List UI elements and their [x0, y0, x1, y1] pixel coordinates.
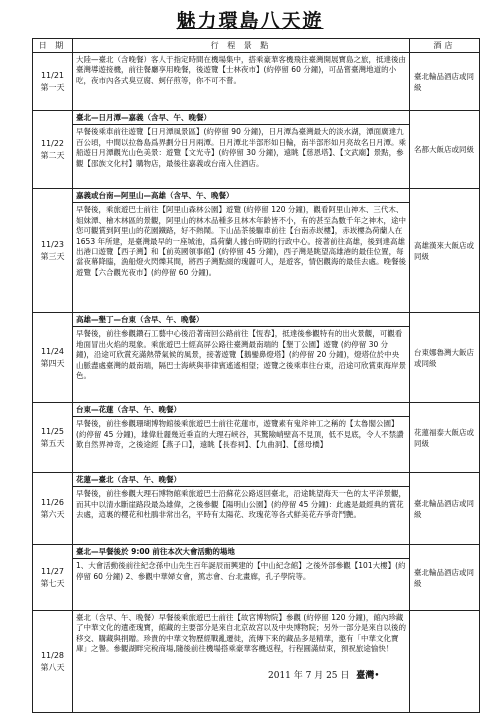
day-date-cell — [33, 403, 73, 473]
day-date-cell — [33, 189, 73, 313]
day-itinerary-cell — [73, 473, 410, 545]
day-hotel: 台東娜魯灣大飯店或同級 — [410, 313, 480, 403]
day-hotel: 花蓮福泰大飯店或同級 — [410, 403, 480, 473]
day-hotel: 高雄漢來大飯店或同級 — [410, 189, 480, 313]
day-route: 台東—花蓮（含早、午、晚餐） — [73, 403, 409, 417]
day-date: 11/28 — [40, 650, 65, 660]
day-hotel: 臺北輪品酒店或同級 — [410, 53, 480, 111]
footer-place: 臺灣 — [356, 671, 375, 681]
day-date-cell — [33, 111, 73, 189]
day-date-cell — [33, 313, 73, 403]
table-row — [33, 545, 480, 611]
day-hotel: 臺北輪品酒店或同級 — [410, 545, 480, 611]
footer: 2011 年 7 月 25 日 臺灣• — [268, 671, 380, 681]
day-itinerary-cell — [73, 189, 410, 313]
day-route: 臺北—日月潭—嘉義（含早、午、晚餐） — [73, 111, 409, 125]
table-row — [33, 403, 480, 473]
day-description: 早餐後，前往參觀珊瑚博物館後乘旅遊巴士前往花蓮市，遊覽素有鬼斧神工之稱的【太魯閣公園】(約停留 45 分鐘)，雄偉壯麗幾近垂直的大理石峽谷，其驚險峭壁高不見頂，低不見底，令人不禁讚歎自然界神奇，之後途經【燕子口】，遠眺【長春祠】、【九曲洞】、【慈母橋】 — [76, 419, 404, 450]
footer-date: 2011 年 7 月 25 日 — [268, 671, 350, 681]
day-itinerary-cell — [73, 611, 410, 713]
day-date: 11/21 — [40, 70, 65, 80]
day-number: 第四天 — [40, 358, 65, 368]
day-date: 11/23 — [40, 239, 65, 249]
day-number: 第二天 — [40, 150, 65, 160]
day-description: 早餐後，前往參觀鑽石工藝中心後沿著南回公路前往【恆春】，抵達後參觀特有的出火景觀，可觀看地面冒出火焰的現象。乘旅遊巴士經高屏公路往臺灣最南端的【墾丁公園】遊覽 (約停留 30 分鐘)，沿途可欣賞充滿熱帶氣候的風景，接著遊覽【鵝鑾鼻燈塔】(約停留 20 分鐘)，燈塔位於中央山脈盡處臺灣的最南端，隔巴士海峽與菲律賓遙遙相望；遊覽之後乘車往台東，沿途可欣賞東海岸景色。 — [76, 329, 406, 381]
day-date: 11/24 — [40, 346, 65, 356]
day-date-cell — [33, 473, 73, 545]
day-date: 11/22 — [40, 138, 65, 148]
table-row — [33, 473, 480, 545]
day-date-cell — [33, 545, 73, 611]
day-number: 第七天 — [40, 578, 65, 588]
table-row — [33, 111, 480, 189]
table-row — [33, 313, 480, 403]
day-itinerary-cell — [73, 53, 410, 111]
day-number: 第五天 — [40, 438, 65, 448]
day-date-cell — [33, 611, 73, 713]
header-date: 日 期 — [33, 39, 73, 53]
day-route: 臺北—早餐後於 9:00 前往本次大會活動的場地 — [73, 545, 409, 559]
day-itinerary-cell — [73, 403, 410, 473]
table-row — [33, 53, 480, 111]
day-itinerary-cell — [73, 313, 410, 403]
table-row — [33, 611, 480, 713]
day-route: 花蓮—臺北（含早、午、晚餐） — [73, 473, 409, 487]
day-date: 11/26 — [40, 497, 65, 507]
day-description: 早餐後，前往參觀大理石博物館乘旅遊巴士沿蘇花公路返回臺北，沿途眺望海天一色的太平洋景觀，而其中以清水斷崖路段最為雄偉，之後參觀【陽明山公園】(約停留 45 分鐘)：此處是最經典的賞花去處，這裏的櫻花和杜鵑非常出名，平時有太陽花、玫瑰花等各式鮮美花卉爭奇鬥艷。 — [76, 489, 406, 520]
day-number: 第六天 — [40, 509, 65, 519]
table-row — [33, 189, 480, 313]
day-route: 高雄—墾丁—台東（含早、午、晚餐） — [73, 313, 409, 327]
page-title: 魅力環島八天遊 — [176, 10, 324, 32]
day-number: 第八天 — [40, 662, 65, 672]
day-description: 臺北（含早、午、晚餐）早餐後乘旅遊巴士前往【故宮博物院】參觀 (約停留 120 分鐘)，館內珍藏了中華文化的遺產瑰寶，館藏的主要部分是來自北京故宮以及中央博物院；另外一部分是來自以後的移交、購藏與捐贈。珍貴的中華文物歷經戰亂遷徙，流傳下來的藏品多是精華，邀有「中華文化寶庫」之譽。參觀湖畔完稅商場,隨後前往機場搭乘豪華客機返程，行程圓滿結束，預祝旅途愉快！ — [76, 613, 406, 654]
day-description: 早餐後，乘旅遊巴士前往【阿里山森林公園】遊覽 (約停留 120 分鐘)，觀看阿里山神木、三代木、姐妹潭、檜木林區的景觀，阿里山的林木品種多且林木年齡皆不小，有的甚至為數千年之神木，途中您可觀賞到阿里山的花園鐵路，好不熱鬧。下山品茶後驅車前往【台南赤崁樓】，赤崁樓為荷蘭人在 1653 年所建，是臺灣最早的一座城池，爲荷蘭人據台時期的行政中心。接著前往高雄，後到達高雄出港口遊覽【西子灣】和【前英國領事館】(約停留 45 分鐘)，西子灣是眺望高雄港的最佳位置，每當夜幕降臨，漁船燈火閃爍其間，將西子灣點綴的瑰麗可人，是遊客，情侶觀海的最佳去處。晚餐後遊覽【六合觀光夜市】(約停留 60 分鐘)。 — [76, 205, 406, 277]
day-description: 早餐後乘車前往遊覽【日月潭風景區】(約停留 90 分鐘)，日月潭為臺灣最大的淡水湖，潭面廣達九百公頃，中間以拉魯島爲界劃分日月兩潭。日月潭北半部形如日輪，南半部形如月亮故名日月潭。乘船遊日月潭觀光山色美景：遊覽【文光寺】(約停留 30 分鐘)，遠眺【慈恩塔】、【文武廟】景點，參觀【邵族文化村】購物店，最後往嘉義或台南入住酒店。 — [76, 127, 406, 168]
day-date: 11/27 — [40, 566, 65, 576]
day-hotel: 名都大飯店或同級 — [410, 111, 480, 189]
itinerary-table — [32, 38, 480, 713]
day-route: 嘉義或台南—阿里山—高雄（含早、午、晚餐） — [73, 189, 409, 203]
header-itinerary: 行 程 景 點 — [73, 39, 410, 53]
day-itinerary-cell — [73, 545, 410, 611]
day-date: 11/25 — [40, 426, 65, 436]
day-hotel: 臺北輪品酒店或同級 — [410, 473, 480, 545]
day-description: 大陸—臺北（含晚餐）客人于指定時間在機場集中，搭乘豪華客機飛往臺灣開展寶島之旅，抵達後由臺灣導遊接機，前往餐廳享用晚餐，後遊覽【士林夜市】(約停留 60 分鐘)，可品嘗臺灣地道的小吃，夜市內各式臭豆腐、蚵仔煎等，你不可不嘗。 — [76, 55, 406, 85]
day-number: 第三天 — [40, 251, 65, 261]
table-header-row — [33, 39, 480, 53]
day-number: 第一天 — [40, 82, 65, 92]
day-hotel — [410, 611, 480, 713]
day-date-cell — [33, 53, 73, 111]
header-hotel: 酒店 — [410, 39, 480, 53]
day-itinerary-cell — [73, 111, 410, 189]
day-description: 1、大會活動後前往紀念孫中山先生百年誕辰而興建的【中山紀念館】之後外部參觀【101大樓】(約停留 60 分鐘) 2、參觀中華婦女會，篤志會、台北畫廊，孔子學院等。 — [76, 561, 406, 581]
